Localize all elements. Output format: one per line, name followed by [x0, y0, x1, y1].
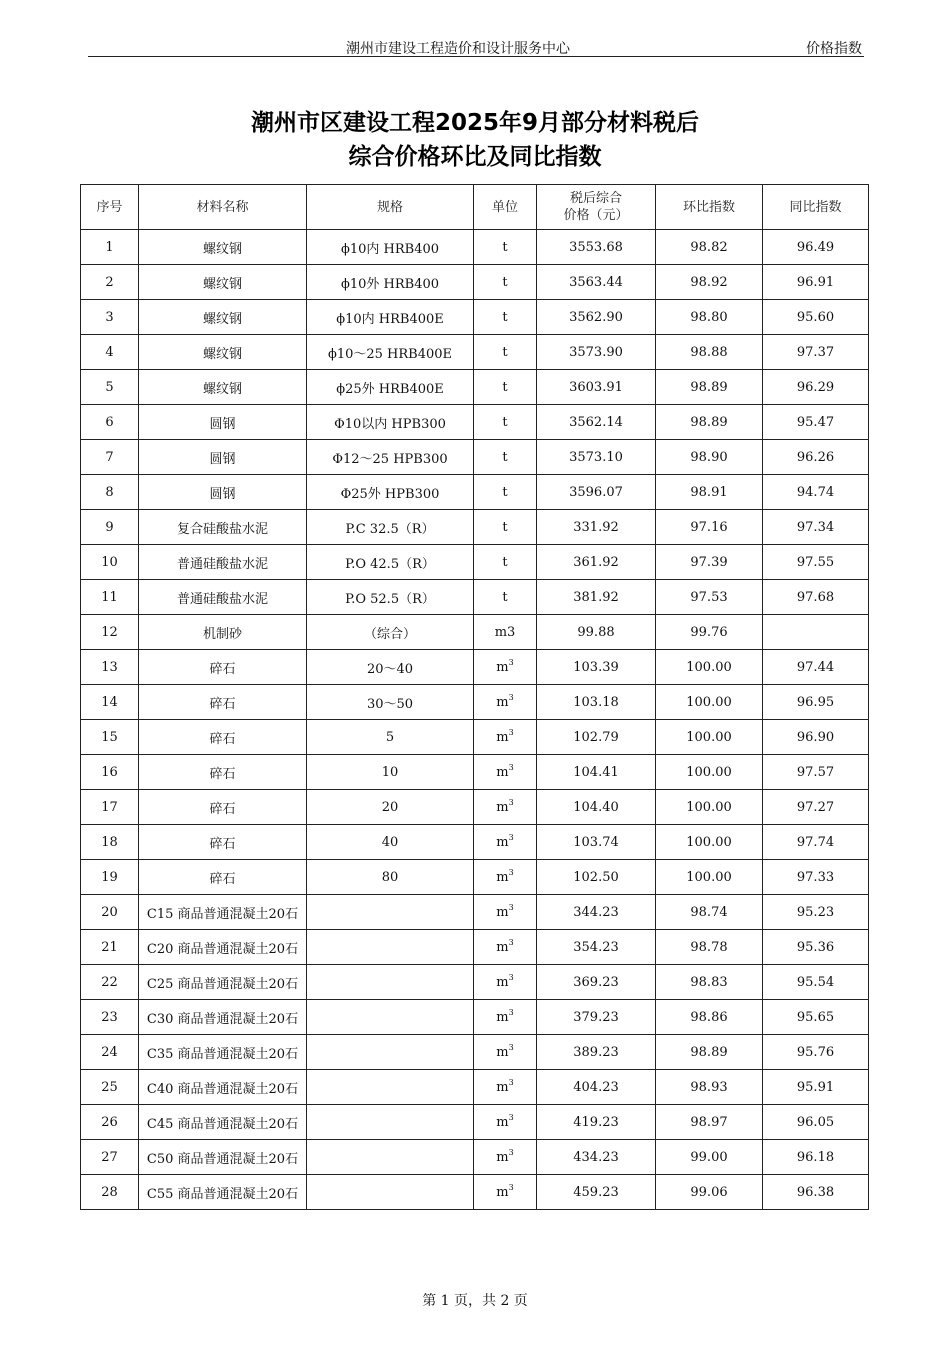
- cell-name: C15 商品普通混凝土20石: [139, 895, 307, 930]
- cell-no: 8: [81, 475, 139, 510]
- cell-unit: $m^3$: [474, 650, 537, 685]
- cell-yoy: 97.34: [763, 510, 869, 545]
- cell-price: 3562.14: [537, 405, 656, 440]
- cell-yoy: 95.65: [763, 1000, 869, 1035]
- cell-name: 碎石: [139, 650, 307, 685]
- superscript-3: 3: [508, 762, 514, 772]
- cell-price: 103.74: [537, 825, 656, 860]
- cell-yoy: 96.91: [763, 265, 869, 300]
- document-title-line1: 潮州市区建设工程2025年9月部分材料税后: [250, 110, 700, 136]
- table-row: [81, 300, 869, 335]
- cell-mom: 99.00: [656, 1140, 763, 1175]
- cell-yoy: 95.47: [763, 405, 869, 440]
- cell-price: 3563.44: [537, 265, 656, 300]
- cell-no: 21: [81, 930, 139, 965]
- superscript-3: 3: [508, 1007, 514, 1017]
- cell-no: 12: [81, 615, 139, 650]
- table-body: [81, 230, 869, 1210]
- cell-no: 1: [81, 230, 139, 265]
- cell-name: 圆钢: [139, 440, 307, 475]
- cell-mom: 98.97: [656, 1105, 763, 1140]
- cell-no: 26: [81, 1105, 139, 1140]
- cell-unit: t: [474, 335, 537, 370]
- cell-name: 碎石: [139, 825, 307, 860]
- cell-yoy: 97.44: [763, 650, 869, 685]
- cell-name: 复合硅酸盐水泥: [139, 510, 307, 545]
- superscript-3: 3: [508, 727, 514, 737]
- cell-yoy: 97.57: [763, 755, 869, 790]
- cell-yoy: 97.27: [763, 790, 869, 825]
- cell-price: 354.23: [537, 930, 656, 965]
- header-category: 价格指数: [806, 41, 862, 57]
- cell-spec: 5: [307, 720, 474, 755]
- table-row: [81, 1175, 869, 1210]
- cell-no: 10: [81, 545, 139, 580]
- cell-price: 459.23: [537, 1175, 656, 1210]
- table-row: [81, 580, 869, 615]
- cell-price: 344.23: [537, 895, 656, 930]
- cell-unit: $m^3$: [474, 1070, 537, 1105]
- cell-price: 103.39: [537, 650, 656, 685]
- table-row: [81, 335, 869, 370]
- cell-no: 6: [81, 405, 139, 440]
- cell-price: 102.79: [537, 720, 656, 755]
- cell-no: 23: [81, 1000, 139, 1035]
- cell-yoy: 96.38: [763, 1175, 869, 1210]
- cell-no: 27: [81, 1140, 139, 1175]
- cell-unit: t: [474, 475, 537, 510]
- cell-spec: ϕ10～25 HRB400E: [307, 335, 474, 370]
- cell-price: 419.23: [537, 1105, 656, 1140]
- cell-yoy: 96.18: [763, 1140, 869, 1175]
- cell-mom: 100.00: [656, 755, 763, 790]
- cell-unit: $m^3$: [474, 825, 537, 860]
- cell-name: 碎石: [139, 860, 307, 895]
- cell-price: 331.92: [537, 510, 656, 545]
- cell-mom: 98.78: [656, 930, 763, 965]
- cell-spec: P.O 42.5（R）: [307, 545, 474, 580]
- cell-no: 16: [81, 755, 139, 790]
- cell-spec: [307, 1000, 474, 1035]
- cell-unit: $m^3$: [474, 860, 537, 895]
- table-row: [81, 1105, 869, 1140]
- cell-yoy: 97.74: [763, 825, 869, 860]
- superscript-3: 3: [508, 937, 514, 947]
- cell-unit: t: [474, 405, 537, 440]
- cell-mom: 98.93: [656, 1070, 763, 1105]
- cell-no: 17: [81, 790, 139, 825]
- cell-mom: 98.90: [656, 440, 763, 475]
- table-row: [81, 825, 869, 860]
- cell-yoy: 95.76: [763, 1035, 869, 1070]
- table-row: [81, 370, 869, 405]
- cell-unit: $m^3$: [474, 1140, 537, 1175]
- table-row: [81, 1035, 869, 1070]
- cell-price: 369.23: [537, 965, 656, 1000]
- table-row: [81, 930, 869, 965]
- table-row: [81, 790, 869, 825]
- cell-unit: $m^3$: [474, 930, 537, 965]
- superscript-3: 3: [508, 1112, 514, 1122]
- cell-spec: 80: [307, 860, 474, 895]
- cell-no: 2: [81, 265, 139, 300]
- cell-yoy: [763, 615, 869, 650]
- superscript-3: 3: [508, 1077, 514, 1087]
- cell-spec: P.C 32.5（R）: [307, 510, 474, 545]
- cell-yoy: 97.55: [763, 545, 869, 580]
- cell-no: 7: [81, 440, 139, 475]
- cell-spec: 40: [307, 825, 474, 860]
- cell-spec: [307, 1140, 474, 1175]
- cell-spec: [307, 1035, 474, 1070]
- cell-spec: [307, 1175, 474, 1210]
- cell-spec: 30～50: [307, 685, 474, 720]
- cell-name: 螺纹钢: [139, 335, 307, 370]
- cell-spec: 20～40: [307, 650, 474, 685]
- cell-mom: 98.82: [656, 230, 763, 265]
- cell-name: 螺纹钢: [139, 265, 307, 300]
- cell-unit: $m^3$: [474, 1105, 537, 1140]
- cell-spec: 20: [307, 790, 474, 825]
- table-row: [81, 545, 869, 580]
- cell-yoy: 97.37: [763, 335, 869, 370]
- cell-price: 3562.90: [537, 300, 656, 335]
- cell-name: 碎石: [139, 685, 307, 720]
- cell-yoy: 96.90: [763, 720, 869, 755]
- cell-yoy: 95.91: [763, 1070, 869, 1105]
- cell-price: 389.23: [537, 1035, 656, 1070]
- cell-mom: 98.80: [656, 300, 763, 335]
- cell-spec: [307, 965, 474, 1000]
- cell-yoy: 97.33: [763, 860, 869, 895]
- cell-spec: Φ12～25 HPB300: [307, 440, 474, 475]
- table-row: [81, 720, 869, 755]
- cell-unit: m3: [474, 615, 537, 650]
- cell-name: 圆钢: [139, 475, 307, 510]
- superscript-3: 3: [508, 867, 514, 877]
- superscript-3: 3: [508, 832, 514, 842]
- cell-price: 103.18: [537, 685, 656, 720]
- cell-no: 24: [81, 1035, 139, 1070]
- cell-spec: [307, 930, 474, 965]
- cell-unit: $m^3$: [474, 755, 537, 790]
- cell-mom: 98.89: [656, 1035, 763, 1070]
- cell-mom: 100.00: [656, 860, 763, 895]
- cell-no: 18: [81, 825, 139, 860]
- cell-spec: [307, 895, 474, 930]
- cell-no: 22: [81, 965, 139, 1000]
- superscript-3: 3: [508, 1147, 514, 1157]
- table-row: [81, 510, 869, 545]
- table-row: [81, 1000, 869, 1035]
- cell-no: 15: [81, 720, 139, 755]
- cell-mom: 97.53: [656, 580, 763, 615]
- cell-spec: 10: [307, 755, 474, 790]
- table-header-row: [81, 185, 869, 230]
- cell-mom: 100.00: [656, 790, 763, 825]
- cell-name: 普通硅酸盐水泥: [139, 580, 307, 615]
- cell-unit: t: [474, 265, 537, 300]
- cell-name: 普通硅酸盐水泥: [139, 545, 307, 580]
- cell-name: C50 商品普通混凝土20石: [139, 1140, 307, 1175]
- cell-no: 9: [81, 510, 139, 545]
- cell-name: C40 商品普通混凝土20石: [139, 1070, 307, 1105]
- cell-name: 机制砂: [139, 615, 307, 650]
- cell-unit: $m^3$: [474, 720, 537, 755]
- cell-name: 碎石: [139, 755, 307, 790]
- price-index-table: [80, 184, 869, 1210]
- col-header-price-line1: 税后综合: [569, 191, 622, 206]
- cell-name: C55 商品普通混凝土20石: [139, 1175, 307, 1210]
- cell-price: 3603.91: [537, 370, 656, 405]
- cell-spec: ϕ10外 HRB400: [307, 265, 474, 300]
- cell-yoy: 96.29: [763, 370, 869, 405]
- cell-spec: ϕ10内 HRB400: [307, 230, 474, 265]
- page-header: [88, 36, 864, 57]
- cell-mom: 98.91: [656, 475, 763, 510]
- cell-unit: t: [474, 580, 537, 615]
- cell-name: 螺纹钢: [139, 300, 307, 335]
- cell-unit: t: [474, 300, 537, 335]
- cell-unit: $m^3$: [474, 685, 537, 720]
- document-title-line2: 综合价格环比及同比指数: [348, 144, 602, 170]
- table-row: [81, 440, 869, 475]
- cell-mom: 100.00: [656, 685, 763, 720]
- table-row: [81, 965, 869, 1000]
- cell-mom: 100.00: [656, 720, 763, 755]
- cell-price: 361.92: [537, 545, 656, 580]
- cell-name: 碎石: [139, 790, 307, 825]
- table-row: [81, 650, 869, 685]
- cell-no: 25: [81, 1070, 139, 1105]
- superscript-3: 3: [508, 972, 514, 982]
- cell-spec: [307, 1070, 474, 1105]
- cell-mom: 98.92: [656, 265, 763, 300]
- cell-name: C20 商品普通混凝土20石: [139, 930, 307, 965]
- superscript-3: 3: [508, 657, 514, 667]
- cell-no: 4: [81, 335, 139, 370]
- cell-spec: ϕ10内 HRB400E: [307, 300, 474, 335]
- table-row: [81, 405, 869, 440]
- cell-unit: t: [474, 545, 537, 580]
- cell-no: 5: [81, 370, 139, 405]
- cell-name: C35 商品普通混凝土20石: [139, 1035, 307, 1070]
- cell-no: 13: [81, 650, 139, 685]
- cell-yoy: 97.68: [763, 580, 869, 615]
- cell-mom: 97.39: [656, 545, 763, 580]
- col-header-mom: 环比指数: [656, 185, 763, 230]
- cell-yoy: 95.36: [763, 930, 869, 965]
- cell-name: C30 商品普通混凝土20石: [139, 1000, 307, 1035]
- cell-unit: $m^3$: [474, 1000, 537, 1035]
- cell-no: 14: [81, 685, 139, 720]
- table-row: [81, 1070, 869, 1105]
- table-row: [81, 685, 869, 720]
- cell-no: 11: [81, 580, 139, 615]
- cell-name: 碎石: [139, 720, 307, 755]
- header-organization: 潮州市建设工程造价和设计服务中心: [346, 41, 570, 57]
- table-row: [81, 615, 869, 650]
- col-header-spec: 规格: [307, 185, 474, 230]
- table-row: [81, 895, 869, 930]
- cell-price: 3573.90: [537, 335, 656, 370]
- cell-unit: t: [474, 510, 537, 545]
- cell-mom: 98.83: [656, 965, 763, 1000]
- cell-price: 3596.07: [537, 475, 656, 510]
- cell-price: 379.23: [537, 1000, 656, 1035]
- cell-name: 圆钢: [139, 405, 307, 440]
- cell-no: 28: [81, 1175, 139, 1210]
- cell-unit: t: [474, 440, 537, 475]
- cell-spec: （综合）: [307, 615, 474, 650]
- table-row: [81, 475, 869, 510]
- cell-unit: $m^3$: [474, 1035, 537, 1070]
- cell-price: 404.23: [537, 1070, 656, 1105]
- cell-yoy: 96.26: [763, 440, 869, 475]
- cell-spec: ϕ25外 HRB400E: [307, 370, 474, 405]
- cell-unit: $m^3$: [474, 965, 537, 1000]
- col-header-name: 材料名称: [139, 185, 307, 230]
- cell-name: C45 商品普通混凝土20石: [139, 1105, 307, 1140]
- cell-no: 3: [81, 300, 139, 335]
- cell-name: 螺纹钢: [139, 230, 307, 265]
- table-row: [81, 755, 869, 790]
- cell-yoy: 96.95: [763, 685, 869, 720]
- cell-unit: $m^3$: [474, 895, 537, 930]
- cell-name: C25 商品普通混凝土20石: [139, 965, 307, 1000]
- cell-unit: t: [474, 230, 537, 265]
- col-header-unit: 单位: [474, 185, 537, 230]
- cell-name: 螺纹钢: [139, 370, 307, 405]
- cell-price: 3573.10: [537, 440, 656, 475]
- cell-yoy: 95.23: [763, 895, 869, 930]
- col-header-no: 序号: [81, 185, 139, 230]
- cell-mom: 98.74: [656, 895, 763, 930]
- superscript-3: 3: [508, 692, 514, 702]
- cell-unit: $m^3$: [474, 790, 537, 825]
- cell-spec: [307, 1105, 474, 1140]
- cell-price: 99.88: [537, 615, 656, 650]
- table-row: [81, 860, 869, 895]
- cell-spec: Φ10以内 HPB300: [307, 405, 474, 440]
- cell-spec: Φ25外 HPB300: [307, 475, 474, 510]
- cell-yoy: 95.54: [763, 965, 869, 1000]
- cell-mom: 99.06: [656, 1175, 763, 1210]
- cell-price: 104.41: [537, 755, 656, 790]
- cell-mom: 99.76: [656, 615, 763, 650]
- cell-price: 102.50: [537, 860, 656, 895]
- cell-mom: 100.00: [656, 825, 763, 860]
- cell-yoy: 96.05: [763, 1105, 869, 1140]
- table-row: [81, 265, 869, 300]
- cell-price: 104.40: [537, 790, 656, 825]
- cell-unit: t: [474, 370, 537, 405]
- superscript-3: 3: [508, 1182, 514, 1192]
- cell-price: 381.92: [537, 580, 656, 615]
- cell-price: 434.23: [537, 1140, 656, 1175]
- cell-mom: 98.88: [656, 335, 763, 370]
- superscript-3: 3: [508, 1042, 514, 1052]
- cell-no: 20: [81, 895, 139, 930]
- cell-mom: 98.86: [656, 1000, 763, 1035]
- col-header-price-line2: 价格（元）: [563, 208, 629, 223]
- cell-mom: 98.89: [656, 370, 763, 405]
- cell-yoy: 94.74: [763, 475, 869, 510]
- cell-mom: 100.00: [656, 650, 763, 685]
- cell-mom: 97.16: [656, 510, 763, 545]
- page-footer: 第 1 页，共 2 页: [422, 1293, 528, 1309]
- col-header-price: [537, 185, 656, 230]
- cell-price: 3553.68: [537, 230, 656, 265]
- cell-mom: 98.89: [656, 405, 763, 440]
- cell-yoy: 95.60: [763, 300, 869, 335]
- cell-no: 19: [81, 860, 139, 895]
- col-header-yoy: 同比指数: [763, 185, 869, 230]
- cell-yoy: 96.49: [763, 230, 869, 265]
- superscript-3: 3: [508, 797, 514, 807]
- superscript-3: 3: [508, 902, 514, 912]
- cell-unit: $m^3$: [474, 1175, 537, 1210]
- cell-spec: P.O 52.5（R）: [307, 580, 474, 615]
- table-row: [81, 230, 869, 265]
- table-row: [81, 1140, 869, 1175]
